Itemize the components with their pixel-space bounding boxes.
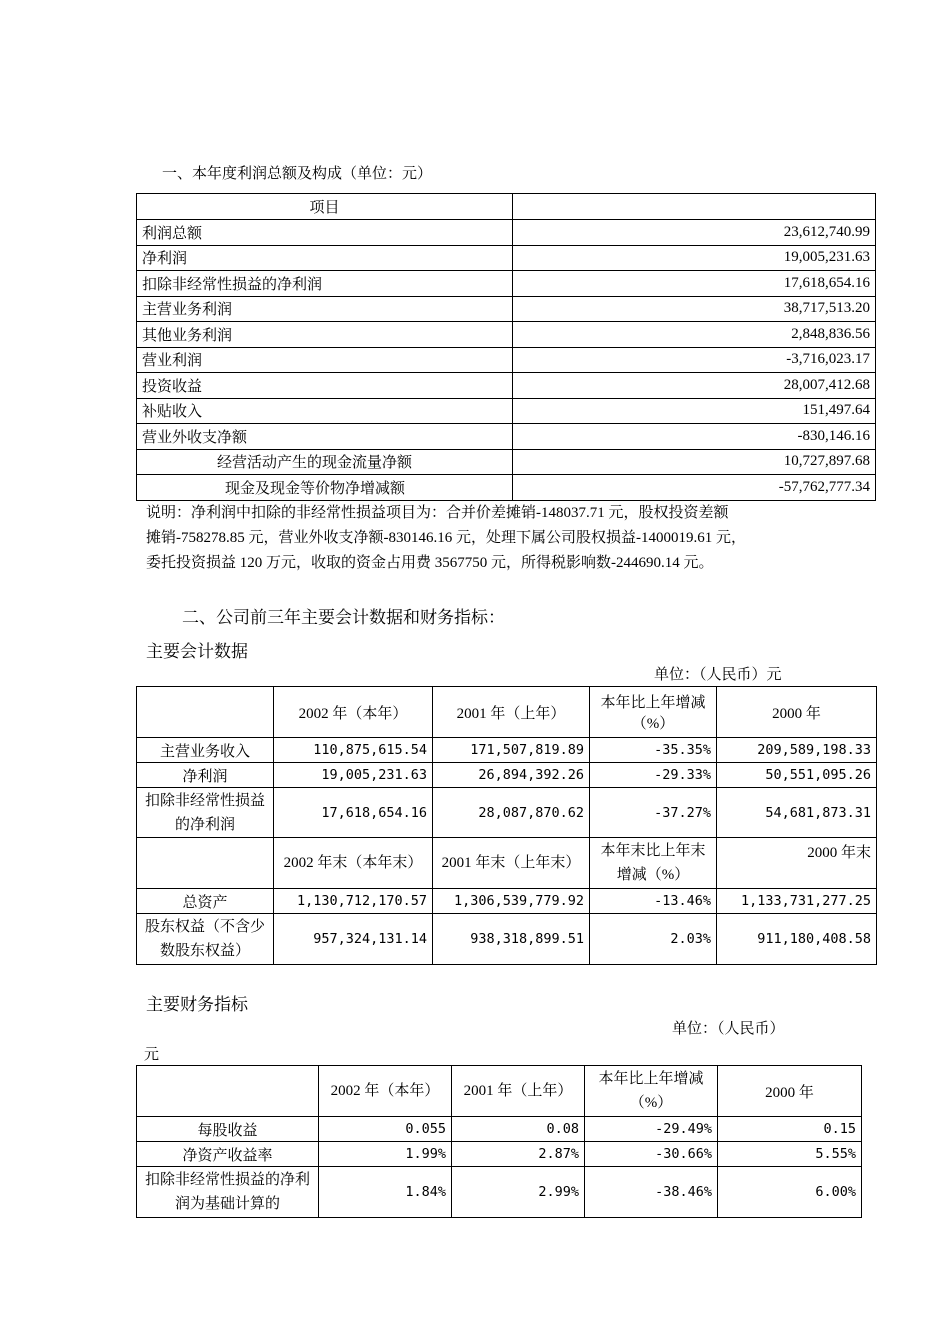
cell: -29.33% bbox=[590, 763, 717, 788]
cell: 0.055 bbox=[319, 1117, 452, 1142]
header-cell: 2000 年 bbox=[718, 1066, 862, 1117]
table-row bbox=[137, 424, 876, 450]
row-value: 2,848,836.56 bbox=[513, 322, 876, 348]
section2-unit: 单位：（人民币）元 bbox=[654, 667, 782, 683]
cell: 209,589,198.33 bbox=[717, 738, 877, 763]
header-cell: 2000 年 bbox=[717, 687, 877, 738]
financial-indicator-table bbox=[136, 1065, 862, 1218]
table-row bbox=[137, 1142, 862, 1167]
cell: 5.55% bbox=[718, 1142, 862, 1167]
table-row bbox=[137, 449, 876, 475]
note-line: 委托投资损益 120 万元，收取的资金占用费 3567750 元，所得税影响数-244690.14 元。 bbox=[146, 555, 714, 571]
note-line: 说明：净利润中扣除的非经常性损益项目为：合并价差摊销-148037.71 元，股权投资差额 bbox=[146, 505, 729, 521]
cell: 938,318,899.51 bbox=[433, 914, 590, 965]
table-row bbox=[137, 889, 877, 914]
cell: -29.49% bbox=[585, 1117, 718, 1142]
table-row bbox=[137, 322, 876, 348]
row-value: -830,146.16 bbox=[513, 424, 876, 450]
cell: 171,507,819.89 bbox=[433, 738, 590, 763]
row-value: 19,005,231.63 bbox=[513, 245, 876, 271]
note-line: 摊销-758278.85 元，营业外收支净额-830146.16 元，处理下属公司股权损益-1400019.61 元， bbox=[146, 530, 746, 546]
cell: 1.99% bbox=[319, 1142, 452, 1167]
header-value bbox=[513, 194, 876, 220]
profit-table bbox=[136, 193, 876, 501]
header-cell: 2002 年（本年） bbox=[319, 1066, 452, 1117]
header-cell: 2001 年（上年） bbox=[433, 687, 590, 738]
section3-unit-tail: 元 bbox=[144, 1047, 160, 1063]
row-label: 现金及现金等价物净增减额 bbox=[137, 475, 513, 501]
section3-unit: 单位：（人民币） bbox=[672, 1021, 785, 1037]
cell: 1,133,731,277.25 bbox=[717, 889, 877, 914]
header-cell: 2001 年（上年） bbox=[452, 1066, 585, 1117]
row-label: 利润总额 bbox=[137, 220, 513, 246]
cell: -38.46% bbox=[585, 1167, 718, 1218]
cell: 28,087,870.62 bbox=[433, 788, 590, 838]
table-row bbox=[137, 763, 877, 788]
row-label: 其他业务利润 bbox=[137, 322, 513, 348]
table-row bbox=[137, 347, 876, 373]
row-value: 28,007,412.68 bbox=[513, 373, 876, 399]
header-item: 项目 bbox=[137, 194, 513, 220]
cell: 2.03% bbox=[590, 914, 717, 965]
row-label: 主营业务收入 bbox=[137, 738, 274, 763]
row-label: 主营业务利润 bbox=[137, 296, 513, 322]
header-cell: 2002 年末（本年末） bbox=[274, 838, 433, 889]
cell: 0.08 bbox=[452, 1117, 585, 1142]
row-label: 扣除非经常性损益的净利润 bbox=[137, 271, 513, 297]
row-label: 营业外收支净额 bbox=[137, 424, 513, 450]
header-cell: 2002 年（本年） bbox=[274, 687, 433, 738]
header-cell bbox=[137, 1066, 319, 1117]
header-cell: 本年末比上年末增减（%） bbox=[590, 838, 717, 889]
cell: 50,551,095.26 bbox=[717, 763, 877, 788]
cell: 957,324,131.14 bbox=[274, 914, 433, 965]
row-value: 10,727,897.68 bbox=[513, 449, 876, 475]
table-header-row bbox=[137, 194, 876, 220]
header-cell: 2000 年末 bbox=[717, 838, 877, 889]
cell: 17,618,654.16 bbox=[274, 788, 433, 838]
row-label: 净利润 bbox=[137, 245, 513, 271]
header-cell bbox=[137, 687, 274, 738]
table-row bbox=[137, 1117, 862, 1142]
row-label: 净资产收益率 bbox=[137, 1142, 319, 1167]
row-label: 补贴收入 bbox=[137, 398, 513, 424]
section3-subtitle: 主要财务指标 bbox=[146, 995, 248, 1014]
row-value: -57,762,777.34 bbox=[513, 475, 876, 501]
table-header-row bbox=[137, 1066, 862, 1117]
header-cell bbox=[137, 838, 274, 889]
table-row bbox=[137, 1167, 862, 1218]
cell: 2.87% bbox=[452, 1142, 585, 1167]
table-row bbox=[137, 475, 876, 501]
cell: 2.99% bbox=[452, 1167, 585, 1218]
cell: 1,130,712,170.57 bbox=[274, 889, 433, 914]
cell: 1.84% bbox=[319, 1167, 452, 1218]
cell: 1,306,539,779.92 bbox=[433, 889, 590, 914]
row-label: 投资收益 bbox=[137, 373, 513, 399]
cell: -30.66% bbox=[585, 1142, 718, 1167]
table-subheader-row bbox=[137, 838, 877, 889]
cell: -13.46% bbox=[590, 889, 717, 914]
cell: 26,894,392.26 bbox=[433, 763, 590, 788]
table-row bbox=[137, 398, 876, 424]
table-row bbox=[137, 220, 876, 246]
cell: 19,005,231.63 bbox=[274, 763, 433, 788]
row-label: 总资产 bbox=[137, 889, 274, 914]
section1-title: 一、本年度利润总额及构成（单位：元） bbox=[162, 166, 433, 182]
table-header-row bbox=[137, 687, 877, 738]
row-label: 每股收益 bbox=[137, 1117, 319, 1142]
cell: 110,875,615.54 bbox=[274, 738, 433, 763]
table-row bbox=[137, 788, 877, 838]
table-row bbox=[137, 271, 876, 297]
cell: 6.00% bbox=[718, 1167, 862, 1218]
section1-note bbox=[146, 501, 746, 576]
table-row bbox=[137, 373, 876, 399]
section2-title: 二、公司前三年主要会计数据和财务指标： bbox=[182, 608, 505, 627]
row-label: 净利润 bbox=[137, 763, 274, 788]
accounting-table bbox=[136, 686, 877, 965]
row-value: -3,716,023.17 bbox=[513, 347, 876, 373]
row-value: 23,612,740.99 bbox=[513, 220, 876, 246]
cell: -37.27% bbox=[590, 788, 717, 838]
row-value: 151,497.64 bbox=[513, 398, 876, 424]
cell: 0.15 bbox=[718, 1117, 862, 1142]
header-cell: 本年比上年增减（%） bbox=[590, 687, 717, 738]
section2-subtitle: 主要会计数据 bbox=[146, 642, 248, 661]
row-label: 扣除非经常性损益的净利润 bbox=[137, 788, 274, 838]
table-row bbox=[137, 245, 876, 271]
row-value: 17,618,654.16 bbox=[513, 271, 876, 297]
cell: 911,180,408.58 bbox=[717, 914, 877, 965]
table-row bbox=[137, 296, 876, 322]
header-cell: 本年比上年增减（%） bbox=[585, 1066, 718, 1117]
row-label: 营业利润 bbox=[137, 347, 513, 373]
table-row bbox=[137, 914, 877, 965]
table-row bbox=[137, 738, 877, 763]
row-value: 38,717,513.20 bbox=[513, 296, 876, 322]
cell: 54,681,873.31 bbox=[717, 788, 877, 838]
cell: -35.35% bbox=[590, 738, 717, 763]
row-label: 股东权益（不含少数股东权益） bbox=[137, 914, 274, 965]
header-cell: 2001 年末（上年末） bbox=[433, 838, 590, 889]
row-label: 扣除非经常性损益的净利润为基础计算的 bbox=[137, 1167, 319, 1218]
row-label: 经营活动产生的现金流量净额 bbox=[137, 449, 513, 475]
